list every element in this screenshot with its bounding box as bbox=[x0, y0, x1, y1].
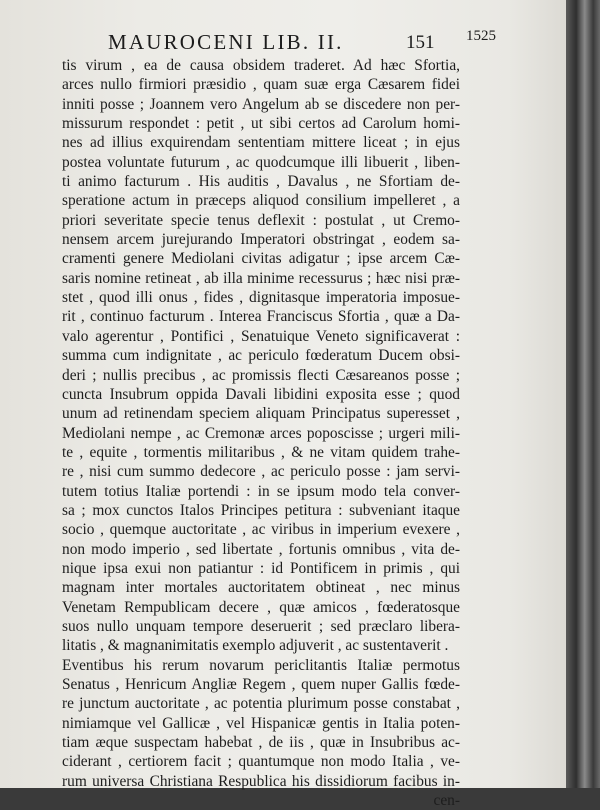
text-line: missurum respondet : petit , ut sibi certos ad Carolum homi- bbox=[62, 115, 460, 133]
text-line: ciderant , certiorem facit ; quantumque non modo Italia , ve- bbox=[62, 753, 460, 771]
text-line: nique ipsa exui non patiantur : id Pontificem in primis , qui bbox=[62, 559, 460, 577]
text-line: Senatus , Henricum Angliæ Regem , quem nuper Gallis fœde- bbox=[62, 676, 460, 693]
text-line: nensem arcem jurejurando Imperatori obstringat , eodem sa- bbox=[62, 231, 460, 249]
text-line: Venetam Rempublicam decere , quæ amicos , fœderatosque bbox=[62, 598, 460, 616]
margin-year: 1525 bbox=[466, 28, 496, 44]
text-line: magnam inter mortales auctoritatem obtineat , nec minus bbox=[62, 579, 460, 597]
text-line: arces nullo firmiori præsidio , quam suæ erga Cæsarem fidei bbox=[62, 76, 460, 94]
text-line: stet , quod illi onus , fides , dignitasque imperatoria imposue- bbox=[62, 289, 460, 307]
text-line: deri ; nullis precibus , ac promissis flecti Cæsareanos posse ; bbox=[62, 366, 460, 384]
text-line: summa cum indignitate , ac periculo fœderatum Ducem obsi- bbox=[62, 347, 460, 365]
text-line: nes ad illius exquirendam sententiam mittere liceat ; in ejus bbox=[62, 134, 460, 152]
text-line: sa ; mox cunctos Italos Principes petitura : subveniant itaque bbox=[62, 501, 460, 519]
text-line: tiam æque suspectam habebat , de iis , quæ in Insubribus ac- bbox=[62, 734, 460, 752]
text-line: tutem totius Italiæ portendi : in se ipsum modo tela conver- bbox=[62, 482, 460, 500]
text-line: te , equite , tormentis militaribus , & ne vitam quidem trahe- bbox=[62, 443, 460, 461]
text-line: inniti posse ; Joannem vero Angelum ab se discedere non per- bbox=[62, 95, 460, 113]
text-line: litatis , & magnanimitatis exemplo adjuverit , ac sustentaverit . bbox=[62, 637, 449, 655]
text-line: re junctum auctoritate , ac potentia plurimum posse constabat , bbox=[62, 695, 460, 713]
text-line: tis virum , ea de causa obsidem traderet. Ad hæc Sfortia, bbox=[62, 57, 460, 74]
text-line: Eventibus his rerum novarum periclitantis Italiæ permotus bbox=[62, 656, 460, 674]
text-line: cen- bbox=[433, 792, 460, 810]
text-line: suos nullo unquam tempore deseruerit ; sed præclaro libera- bbox=[62, 617, 460, 635]
text-line: re , nisi cum summo dedecore , ac periculo posse : jam servi- bbox=[62, 463, 460, 481]
text-line: valo agerentur , Pontifici , Senatuique Veneto significaverat : bbox=[62, 327, 460, 345]
text-line: Mediolani nempe , ac Cremonæ arces poposcisse ; urgeri mili- bbox=[62, 424, 460, 442]
text-line: cramenti genere Mediolani civitas adigatur ; ipse arcem Cæ- bbox=[62, 250, 460, 268]
text-line: saris nomine retineat , ab illa minime recessurus ; hæc nisi præ- bbox=[62, 269, 460, 287]
text-line: non modo imperio , sed libertate , fortunis omnibus , vita de- bbox=[62, 540, 460, 558]
body-text bbox=[62, 56, 460, 810]
text-line: ti animo facturum . His auditis , Davalus , ne Sfortiam de- bbox=[62, 173, 460, 191]
text-line: nimiamque vel Gallicæ , vel Hispanicæ gentis in Italia poten- bbox=[62, 714, 460, 732]
text-line: priori severitate specie tenus deflexit : postulat , ut Cremo- bbox=[62, 211, 460, 229]
book-gutter bbox=[566, 0, 600, 788]
text-line: postea voluntate futurum , ac quodcumque illi libuerit , liben- bbox=[62, 153, 460, 171]
text-line: rit , continuo facturum . Interea Franciscus Sfortia , quæ a Da- bbox=[62, 308, 460, 326]
text-line: socio , quemque auctoritate , ac viribus in imperium evexere , bbox=[62, 521, 460, 539]
text-line: rum universa Christiana Respublica his dissidiorum facibus in- bbox=[62, 772, 460, 790]
text-line: speratione actum in præceps aliquod consilium impelleret , a bbox=[62, 192, 460, 210]
text-line: cuncta Insubrum oppida Davali libidini exposita esse ; quod bbox=[62, 385, 460, 403]
running-title: MAUROCENI LIB. II. bbox=[108, 30, 344, 54]
text-line: unum ad retinendam speciem aliquam Principatus superesset , bbox=[62, 405, 460, 423]
page-number: 151 bbox=[406, 32, 435, 53]
